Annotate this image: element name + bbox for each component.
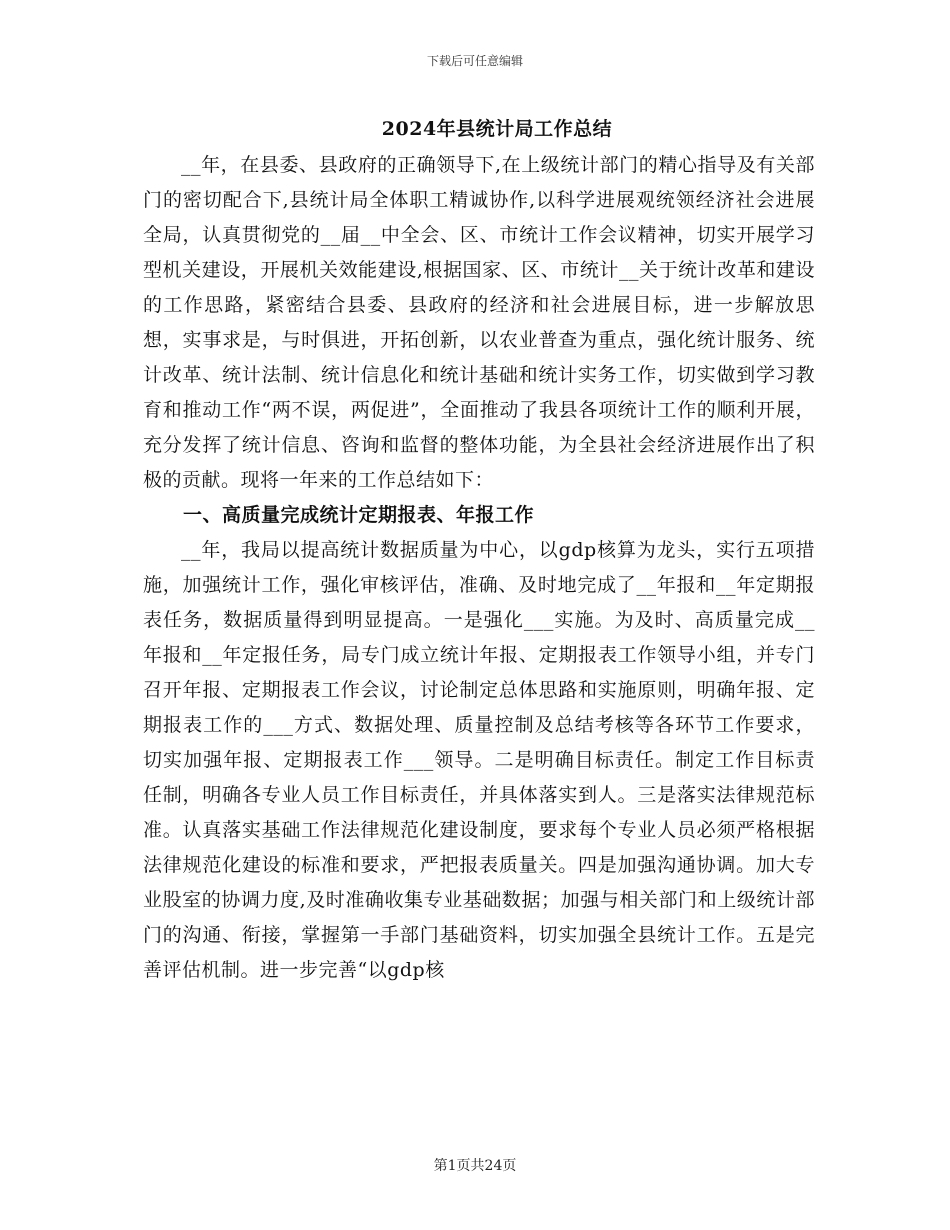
- document-title: 2024年县统计局工作总结: [381, 118, 613, 140]
- intro-paragraph: __年，在县委、县政府的正确领导下,在上级统计部门的精心指导及有关部门的密切配合下,县统计局全体职工精诚协作,以科学进展观统领经济社会进展全局，认真贯彻党的__届__中全会、区、市统计工作会议精神，切实开展学习型机关建设，开展机关效能建设,根据国家、区、市统计__关于统计改革和建设的工作思路，紧密结合县委、县政府的经济和社会进展目标，进一步解放思想，实事求是，与时俱进，开拓创新，以农业普查为重点，强化统计服务、统计改革、统计法制、统计信息化和统计基础和统计实务工作，切实做到学习教育和推动工作“两不误，两促进”，全面推动了我县各项统计工作的顺利开展，充分发挥了统计信息、咨询和监督的整体功能，为全县社会经济进展作出了积极的贡献。现将一年来的工作总结如下：: [143, 154, 815, 491]
- page-number-footer: 第1页共24页: [433, 1158, 517, 1174]
- document-body: [143, 148, 815, 988]
- page-header-note: 下载后可任意编辑: [426, 54, 523, 68]
- section-1-heading: 一、高质量完成统计定期报表、年报工作: [183, 504, 535, 526]
- section-1-paragraph: __年，我局以提高统计数据质量为中心，以gdp核算为龙头，实行五项措施，加强统计工作，强化审核评估，准确、及时地完成了__年报和__年定期报表任务，数据质量得到明显提高。一是强化___实施。为及时、高质量完成__年报和__年定报任务，局专门成立统计年报、定期报表工作领导小组，并专门召开年报、定期报表工作会议，讨论制定总体思路和实施原则，明确年报、定期报表工作的___方式、数据处理、质量控制及总结考核等各环节工作要求，切实加强年报、定期报表工作___领导。二是明确目标责任。制定工作目标责任制，明确各专业人员工作目标责任，并具体落实到人。三是落实法律规范标准。认真落实基础工作法律规范化建设制度，要求每个专业人员必须严格根据法律规范化建设的标准和要求，严把报表质量关。四是加强沟通协调。加大专业股室的协调力度,及时准确收集专业基础数据；加强与相关部门和上级统计部门的沟通、衔接，掌握第一手部门基础资料，切实加强全县统计工作。五是完善评估机制。进一步完善“以gdp核: [143, 539, 815, 981]
